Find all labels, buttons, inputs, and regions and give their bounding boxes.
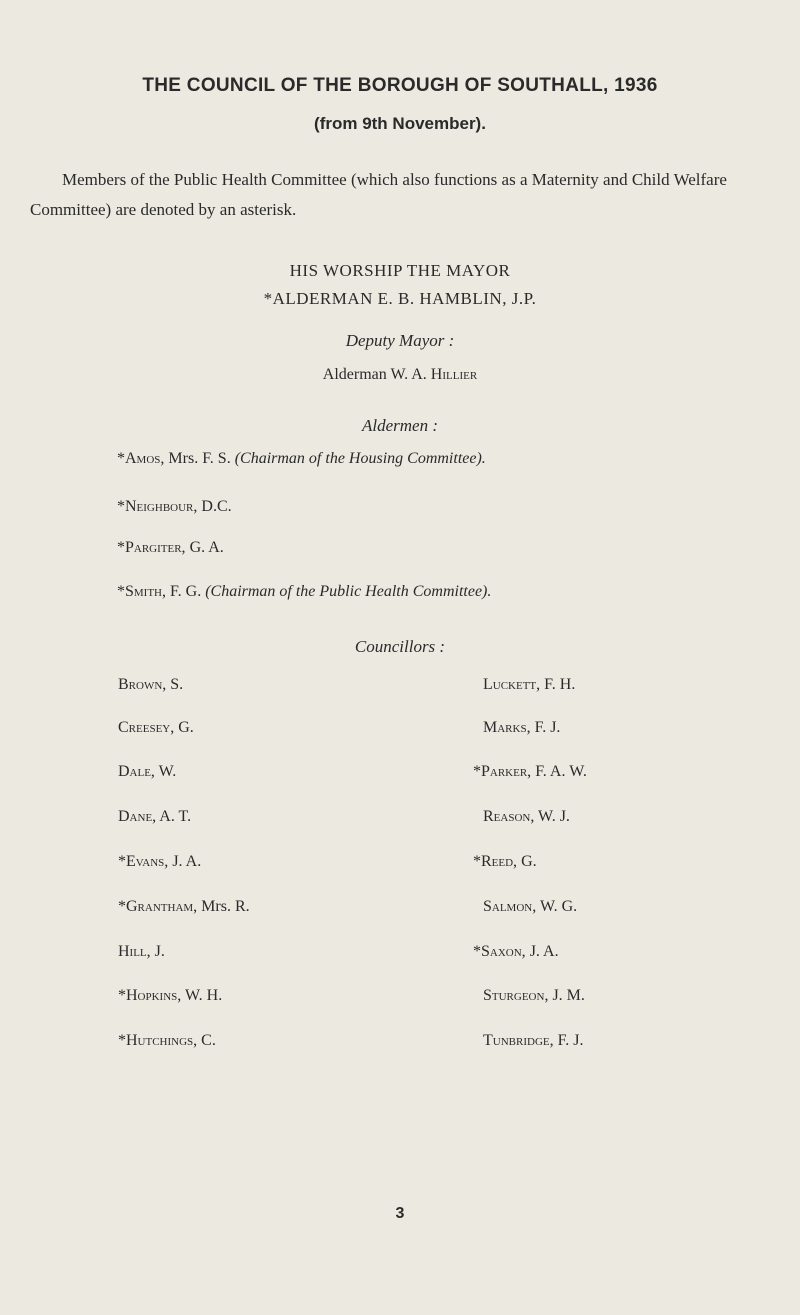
councillor-surname: Saxon, [481,943,526,960]
councillor-entry [118,719,194,737]
councillor-surname: Reed, [481,853,518,870]
asterisk-mark: * [117,450,125,467]
councillor-surname: Dale, [118,763,155,780]
councillor-entry [473,763,587,781]
councillor-initials: J. A. [168,853,202,870]
councillors-heading: Councillors : [354,637,446,656]
councillor-initials: C. [197,1032,216,1049]
councillor-surname: Salmon, [483,898,537,915]
page-subtitle: (from 9th November). [314,114,486,133]
councillor-entry [118,943,165,961]
councillor-entry [118,853,201,871]
alderman-entry [117,539,224,557]
councillor-entry [118,1032,216,1050]
councillor-surname: Parker, [481,763,532,780]
councillor-surname: Hutchings, [126,1032,198,1049]
asterisk-mark: * [117,583,125,600]
councillor-surname: Creesey, [118,719,175,736]
alderman-entry [117,583,491,601]
councillor-surname: Tunbridge, [483,1032,554,1049]
asterisk-mark: * [473,943,481,960]
councillor-surname: Marks, [483,719,531,736]
councillor-entry [483,676,575,694]
councillor-initials: W. J. [534,808,570,825]
councillor-entry [118,763,176,781]
councillor-initials: G. [174,719,194,736]
councillor-initials: G. [517,853,537,870]
councillor-surname: Sturgeon, [483,987,549,1004]
councillor-entry [483,719,560,737]
asterisk-mark: * [473,853,481,870]
deputy-mayor-heading: Deputy Mayor : [345,331,455,350]
councillor-initials: F. H. [540,676,576,693]
deputy-prefix: Alderman W. A. [322,366,431,383]
councillor-surname: Reason, [483,808,535,825]
councillor-surname: Luckett, [483,676,541,693]
councillor-initials: F. A. W. [531,763,587,780]
alderman-surname: Neighbour, [125,498,198,515]
page-number: 3 [395,1205,405,1222]
alderman-initials: Mrs. F. S. [164,450,235,467]
councillor-entry [118,898,250,916]
councillor-entry [118,808,191,826]
mayor-title: HIS WORSHIP THE MAYOR [289,261,511,280]
asterisk-mark: * [118,898,126,915]
councillor-surname: Brown, [118,676,167,693]
asterisk-mark: * [473,763,481,780]
councillor-initials: W. H. [181,987,223,1004]
intro-paragraph: Members of the Public Health Committee (which also functions as a Maternity and Child Welfare Committee) are denoted by an asterisk. [30,170,727,219]
alderman-note: (Chairman of the Public Health Committee). [205,583,492,600]
councillor-surname: Evans, [126,853,169,870]
aldermen-heading: Aldermen : [361,416,438,435]
councillor-initials: F. J. [553,1032,584,1049]
councillor-initials: Mrs. R. [197,898,250,915]
councillor-entry [483,1032,583,1050]
councillor-entry [118,987,222,1005]
councillor-surname: Hill, [118,943,151,960]
councillor-initials: J. A. [525,943,559,960]
councillor-entry [473,853,537,871]
alderman-surname: Smith, [125,583,167,600]
councillor-initials: A. T. [156,808,192,825]
alderman-initials: F. G. [166,583,206,600]
alderman-entry [117,498,232,516]
councillor-entry [473,943,559,961]
councillor-initials: W. [154,763,177,780]
councillor-initials: S. [166,676,184,693]
councillor-entry [483,898,577,916]
councillor-surname: Dane, [118,808,157,825]
councillor-entry [483,808,570,826]
page-title: THE COUNCIL OF THE BOROUGH OF SOUTHALL, 1936 [142,75,658,96]
alderman-initials: G. A. [185,539,224,556]
alderman-note: (Chairman of the Housing Committee). [234,450,486,467]
councillor-initials: W. G. [536,898,578,915]
councillor-surname: Hopkins, [126,987,182,1004]
alderman-surname: Pargiter, [125,539,186,556]
deputy-surname: Hillier [430,366,478,383]
asterisk-mark: * [117,498,125,515]
asterisk-mark: * [117,539,125,556]
councillor-initials: J. [150,943,165,960]
alderman-initials: D.C. [197,498,232,515]
alderman-entry [117,450,486,468]
councillor-surname: Grantham, [126,898,198,915]
mayor-name: *ALDERMAN E. B. HAMBLIN, J.P. [263,289,537,308]
councillor-initials: J. M. [548,987,585,1004]
councillor-entry [483,987,585,1005]
asterisk-mark: * [118,1032,126,1049]
deputy-mayor-name [0,366,800,384]
asterisk-mark: * [118,853,126,870]
councillor-entry [118,676,183,694]
councillor-initials: F. J. [530,719,561,736]
alderman-surname: Amos, [125,450,165,467]
asterisk-mark: * [118,987,126,1004]
